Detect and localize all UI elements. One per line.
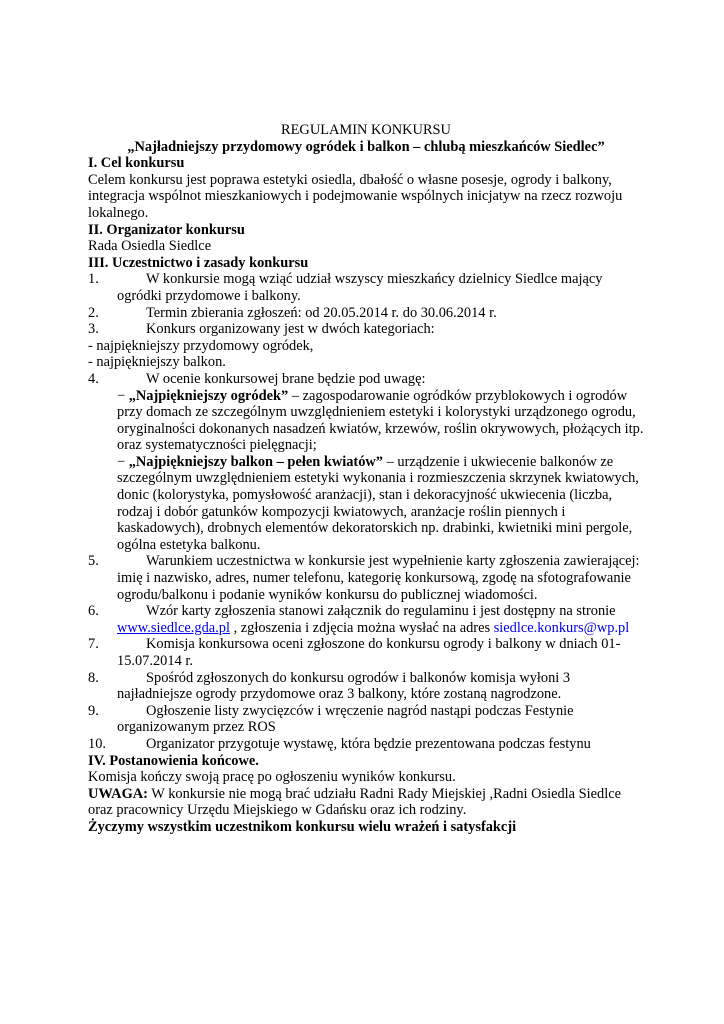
list-item-2 <box>88 305 644 322</box>
list-item-text: Termin zbierania zgłoszeń: od 20.05.2014 r. do 30.06.2014 r. <box>146 304 497 321</box>
section-2-heading: II. Organizator konkursu <box>88 221 245 238</box>
warning-paragraph <box>88 786 644 819</box>
list-number: 9. <box>88 702 99 719</box>
list-number: 4. <box>88 370 99 387</box>
section-4-heading: IV. Postanowienia końcowe. <box>88 752 259 769</box>
section-1-text: Celem konkursu jest poprawa estetyki osiedla, dbałość o własne posesje, ogrody i balkony, integracja wspólnot mieszkaniowych i podejmowanie wspólnych inicjatyw na rzecz rozwoju lokalnego. <box>88 171 623 221</box>
list-item-5 <box>88 553 644 603</box>
closing-wish: Życzymy wszystkim uczestnikom konkursu wielu wrażeń i satysfakcji <box>88 818 517 835</box>
list-item-3 <box>88 321 644 338</box>
list-number: 2. <box>88 304 99 321</box>
warning-label: UWAGA: <box>88 785 148 802</box>
list-item-text-2: , zgłoszenia i zdjęcia można wysłać na adres <box>229 619 494 636</box>
criteria-balcony <box>117 454 644 554</box>
list-number: 5. <box>88 553 99 570</box>
list-number: 8. <box>88 669 99 686</box>
section-3-heading: III. Uczestnictwo i zasady konkursu <box>88 254 309 271</box>
list-item-text: Warunkiem uczestnictwa w konkursie jest wypełnienie karty zgłoszenia zawierającej: imię i nazwisko, adres, numer telefonu, kategorię konkursową, zgodę na sfotografowanie ogrodu/balkonu i podanie wyników konkursu do publicznej wiadomości. <box>117 553 640 603</box>
list-item-1 <box>88 271 644 304</box>
criteria-garden-title: „Najpiękniejszy ogródek” <box>128 387 289 404</box>
list-item-8 <box>88 670 644 703</box>
list-item-text: Spośród zgłoszonych do konkursu ogrodów i balkonów komisja wyłoni 3 najładniejsze ogrody przydomowe oraz 3 balkony, które zostaną nagrodzone. <box>117 669 571 703</box>
criteria-garden-text: – zagospodarowanie ogródków przyblokowych i ogrodów przy domach ze szczególnym uwzględnieniem estetyki i kolorystyki urządzonego ogrodu, oryginalności dokonanych nasadzeń kwiatów, krzewów, roślin okrywowych, płożących itp. oraz systematyczności pielęgnacji; <box>117 387 644 454</box>
list-item-9 <box>88 703 644 736</box>
list-number: 1. <box>88 271 99 288</box>
list-item-10 <box>88 736 644 753</box>
document-title: REGULAMIN KONKURSU <box>281 122 451 138</box>
criteria-garden <box>117 388 644 454</box>
section-1-heading: I. Cel konkursu <box>88 155 185 172</box>
email-address[interactable]: siedlce.konkurs@wp.pl <box>493 619 630 636</box>
list-item-text: Komisja konkursowa oceni zgłoszone do konkursu ogrody i balkony w dniach 01-15.07.2014 r. <box>117 636 621 669</box>
document-subtitle: „Najładniejszy przydomowy ogródek i balkon – chlubą mieszkańców Siedlec” <box>127 138 605 155</box>
category-garden: - najpiękniejszy przydomowy ogródek, <box>88 337 314 354</box>
list-item-6 <box>88 603 644 636</box>
list-item-text: Konkurs organizowany jest w dwóch kategoriach: <box>146 321 435 338</box>
list-item-text: Wzór karty zgłoszenia stanowi załącznik do regulaminu i jest dostępny na stronie <box>146 603 616 620</box>
list-item-text: W ocenie konkursowej brane będzie pod uwagę: <box>146 370 426 387</box>
list-item-text: Ogłoszenie listy zwycięzców i wręczenie nagród nastąpi podczas Festynie organizowanym przez ROS <box>117 702 574 736</box>
criteria-balcony-text: – urządzenie i ukwiecenie balkonów ze szczególnym uwzględnieniem estetyki wykonania i rozmieszczenia skrzynek kwiatowych, donic (kolorystyka, pomysłowość aranżacji), stan i dekoracyjność ukwiecenia (liczba, rodzaj i dobór gatunków kompozycji kwiatowych, aranżacje roślin piennych i kaskadowych), drobnych elementów dekoratorskich np. drabinki, kwietniki mini pergole, ogólna estetyka balkonu. <box>117 453 639 553</box>
section-2-text: Rada Osiedla Siedlce <box>88 238 212 255</box>
list-number: 3. <box>88 321 99 338</box>
criteria-balcony-title: „Najpiękniejszy balkon – pełen kwiatów” <box>128 453 383 470</box>
list-item-text: Organizator przygotuje wystawę, która będzie prezentowana podczas festynu <box>146 735 591 752</box>
website-link[interactable]: www.siedlce.gda.pl <box>117 619 230 636</box>
document-page <box>88 122 644 836</box>
list-number: 6. <box>88 603 99 620</box>
list-item-7 <box>88 636 644 669</box>
dash-marker: − <box>117 387 129 404</box>
list-number: 7. <box>88 636 99 653</box>
list-item-text: W konkursie mogą wziąć udział wszyscy mieszkańcy dzielnicy Siedlce mający ogródki przydomowe i balkony. <box>117 271 603 304</box>
section-4-text: Komisja kończy swoją pracę po ogłoszeniu wyników konkursu. <box>88 769 456 786</box>
warning-text: W konkursie nie mogą brać udziału Radni Rady Miejskiej ,Radni Osiedla Siedlce oraz pracownicy Urzędu Miejskiego w Gdańsku oraz ich rodziny. <box>88 785 622 819</box>
category-balcony: - najpiękniejszy balkon. <box>88 354 226 371</box>
list-item-4 <box>88 371 644 554</box>
list-number: 10. <box>88 735 106 752</box>
dash-marker: − <box>117 453 129 470</box>
